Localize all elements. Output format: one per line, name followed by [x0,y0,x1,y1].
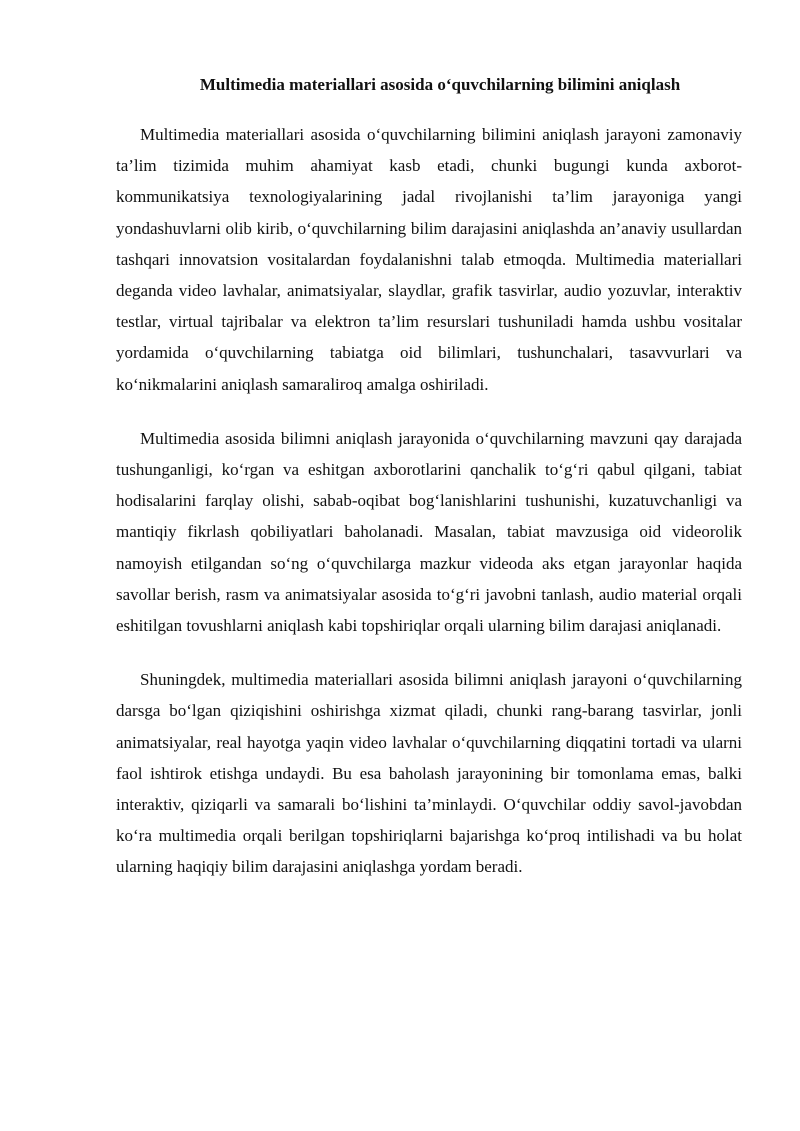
paragraph-1: Multimedia materiallari asosida o‘quvchilarning bilimini aniqlash jarayoni zamonaviy ta’lim tizimida muhim ahamiyat kasb etadi, chunki bugungi kunda axborot-kommunikatsiya texnologiyalarining jadal rivojlanishi ta’lim jarayoniga yangi yondashuvlarni olib kirib, o‘quvchilarning bilim darajasini aniqlashda an’anaviy usullardan tashqari innovatsion vositalardan foydalanishni talab etmoqda. Multimedia materiallari deganda video lavhalar, animatsiyalar, slaydlar, grafik tasvirlar, audio yozuvlar, interaktiv testlar, virtual tajribalar va elektron ta’lim resurslari tushuniladi hamda ushbu vositalar yordamida o‘quvchilarning tabiatga oid bilimlari, tushunchalari, tasavvurlari va ko‘nikmalarini aniqlash samaraliroq amalga oshiriladi. [116,124,742,394]
document-title: Multimedia materiallari asosida o‘quvchilarning bilimini aniqlash [199,75,681,94]
paragraph-3: Shuningdek, multimedia materiallari asosida bilimni aniqlash jarayoni o‘quvchilarning darsga bo‘lgan qiziqishini oshirishga xizmat qiladi, chunki rang-barang tasvirlar, jonli animatsiyalar, real hayotga yaqin video lavhalar o‘quvchilarning diqqatini tortadi va ularni faol ishtirok etishga undaydi. Bu esa baholash jarayonining bir tomonlama emas, balki interaktiv, qiziqarli va samarali bo‘lishini ta’minlaydi. O‘quvchilar oddiy savol-javobdan ko‘ra multimedia orqali berilgan topshiriqlarni bajarishga ko‘proq intilishadi va bu holat ularning haqiqiy bilim darajasini aniqlashga yordam beradi. [116,670,742,877]
document-page [116,74,742,906]
paragraph-2: Multimedia asosida bilimni aniqlash jarayonida o‘quvchilarning mavzuni qay darajada tushunganligi, ko‘rgan va eshitgan axborotlarini qanchalik to‘g‘ri qabul qilgani, tabiat hodisalarini farqlay olishi, sabab-oqibat bog‘lanishlarini tushunishi, kuzatuvchanligi va mantiqiy fikrlash qobiliyatlari baholanadi. Masalan, tabiat mavzusiga oid videorolik namoyish etilgandan so‘ng o‘quvchilarga mazkur videoda aks etgan jarayonlar haqida savollar berish, rasm va animatsiyalar asosida to‘g‘ri javobni tanlash, audio material orqali eshitilgan tovushlarni aniqlash kabi topshiriqlar orqali ularning bilim darajasi aniqlanadi. [116,428,742,635]
